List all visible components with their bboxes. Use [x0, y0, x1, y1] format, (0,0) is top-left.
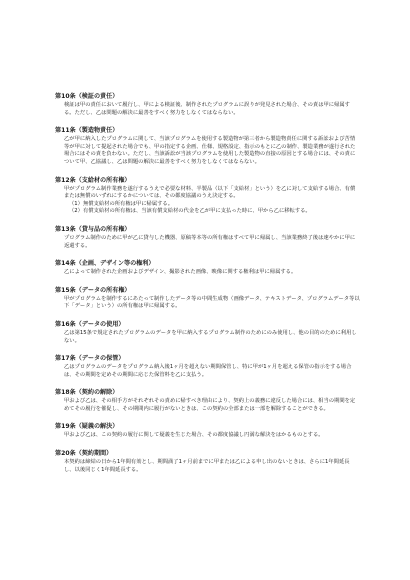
article-paragraph: 甲および乙は、この契約の履行に関して疑義を生じた場合、その都度協議し円満な解決をはかるものとする。: [64, 432, 324, 439]
article-heading: 第10条（検証の責任）: [55, 93, 119, 100]
article-heading: 第19条（疑義の解決）: [55, 423, 119, 431]
article-heading: 第20条（契約期間）: [55, 450, 113, 458]
article-paragraph: 甲がプログラム制作業務を遂行するうえで必要な材料、半製品（以下「支給材」という）を乙に対して支給する場合、有償または無償のいずれにするかについては、その都度協議のうえ決定する。: [64, 185, 356, 200]
article-paragraph: 乙によって制作された企画およびデザイン、撮影された画像、映像に関する権利は甲に帰属する。: [64, 269, 297, 276]
article-13: [55, 226, 360, 250]
article-heading: 第13条（貸与品の所有権）: [55, 225, 131, 233]
article-heading: 第18条（契約の解除）: [55, 389, 119, 397]
article-paragraph: 乙が甲に納入したプログラムに関して、当該プログラムを使用する製造物が第三者から製造物責任に関する訴訟および苦情等が甲に対して提起された場合でも、甲の指定する企画、仕様、規格設定、指示のもとに乙の制作、製造業務が遂行された場合にはその責を負わない。ただし、当該訴訟が当該プログラムを使用した製造物の直接の原因とする場合には、その責について甲、乙協議し、乙は問題の解決に最善をすべく努力をしなくてはならない。: [64, 136, 356, 165]
article-paragraph: 甲がプログラムを制作するにあたって制作したデータ等の中間生成物（画像データ、テキストデータ、プログラムデータ等以下「データ」という）の所有権は甲に帰属する。: [64, 295, 360, 310]
article-14: [55, 260, 360, 277]
article-paragraph: 乙はプログラムのデータをプログラム納入後1ヶ月を超えない期間保管し、特に甲が1ヶ月を超える保管の指示をする場合は、その期間を定めその期間に応じた保管料を乙に支払う。: [64, 364, 352, 378]
article-19: [55, 423, 360, 440]
article-paragraph: 甲および乙は、その相手方がそれぞれその責めに帰すべき理由により、契約上の義務に違反した場合には、相当の期間を定めてその履行を催促し、その期間内に履行がないときは、この契約の全部または一部を解除することができる。: [64, 398, 356, 412]
article-18: [55, 389, 360, 413]
article-16: [55, 321, 360, 345]
article-11: [55, 127, 360, 166]
article-12: [55, 177, 360, 216]
article-17: [55, 355, 360, 379]
article-20: [55, 450, 360, 474]
article-list-item: （2）有償支給材の所有権は、当該有償支給材の代金を乙が甲に支払った時に、甲から乙に移転する。: [69, 208, 311, 215]
article-10: [55, 93, 360, 117]
article-heading: 第12条（支給材の所有権）: [55, 176, 131, 184]
article-heading: 第15条（データの所有権）: [55, 286, 131, 294]
article-heading: 第11条（製造物責任）: [55, 127, 119, 135]
article-paragraph: 乙は第15条で規定されたプログラムのデータを甲に納入するプログラム制作のためにのみ使用し、他の目的のために利用しない。: [64, 329, 357, 344]
article-paragraph: 本契約は締結の日から1年間有効とし、期間満了1ヶ月前までに甲または乙による申し出のないときは、さらに1年間延長し、以後同じく1年間延長する。: [64, 459, 350, 473]
article-paragraph: 検証は甲の責任において履行し、甲による検証後、制作されたプログラムに誤りが発見された場合、その責は甲に帰属する。ただし、乙は問題の解決に最善をすべく努力をしなくてはならない。: [64, 102, 350, 116]
article-heading: 第17条（データの保管）: [55, 355, 125, 363]
article-list-item: （1）無償支給材の所有権は甲に帰属する。: [69, 200, 174, 207]
article-heading: 第14条（企画、デザイン等の権利）: [55, 260, 155, 268]
article-paragraph: プログラム制作のために甲が乙に貸与した機器、原稿等本等の所有権はすべて甲に帰属し、当該業務終了後は速やかに甲に返還する。: [64, 234, 356, 249]
article-15: [55, 287, 360, 311]
article-heading: 第16条（データの使用）: [55, 320, 125, 328]
